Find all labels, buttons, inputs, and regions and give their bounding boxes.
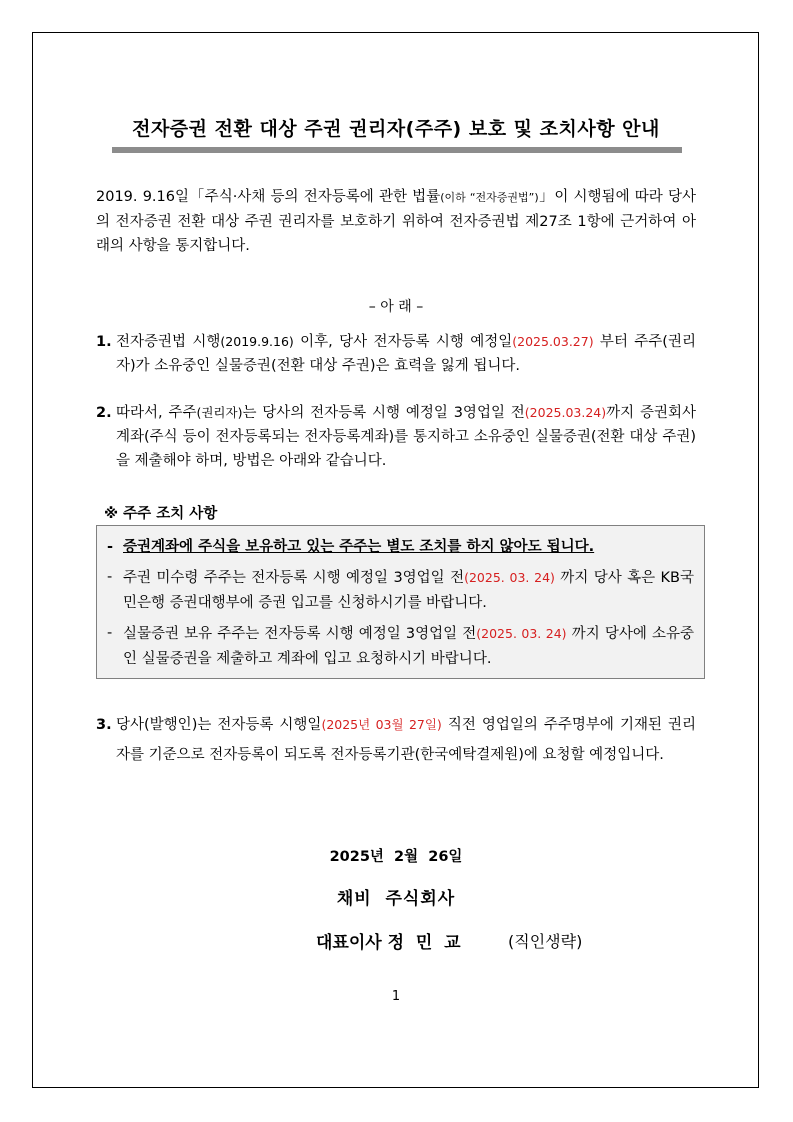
measures-heading: ※ 주주 조치 사항: [104, 506, 218, 522]
item-text: 전자증권법 시행: [116, 334, 221, 350]
title-underline-bar: [112, 147, 682, 153]
measure-item-2: [107, 565, 694, 616]
item-number: 3.: [96, 717, 112, 733]
company-name: 채비 주식회사: [336, 889, 456, 909]
measures-box: [96, 525, 705, 679]
item-text: 직전 영업일의 주주명부에 기재된 권리자를 기준으로 전자등록이 되도록 전자등록기관(한국예탁결제원)에 요청할 예정입니다.: [116, 717, 696, 763]
notice-item-3: [96, 710, 696, 770]
measure-text: 까지 당사에 소유중인 실물증권을 제출하고 계좌에 입고 요청하시기 바랍니다.: [123, 626, 694, 667]
intro-text-1: 2019. 9.16일「주식·사채 등의 전자등록에 관한 법률: [96, 189, 441, 205]
item-text: 부터 주주(권리자)가 소유중인 실물증권(전환 대상 주권)은 효력을 잃게 됩니다.: [116, 334, 696, 374]
seal-omitted-note: (직인생략): [508, 932, 583, 951]
intro-text-2: 」이 시행됨에 따라 당사의 전자증권 전환 대상 주권 권리자를 보호하기 위하여 전자증권법 제27조 1항에 근거하여 아래의 사항을 통지합니다.: [96, 189, 697, 254]
bullet-dash: -: [107, 539, 114, 555]
notice-item-1: [96, 330, 696, 378]
item-text-small: (2019.9.16): [220, 334, 294, 349]
ceo-name: 대표이사 정 민 교: [316, 933, 461, 953]
measure-date: (2025. 03. 24): [464, 570, 555, 585]
measure-text: 주권 미수령 주주는 전자등록 시행 예정일 3영업일 전: [123, 570, 465, 586]
issue-date: 2025년 2월 26일: [329, 849, 463, 865]
item-text-small: (권리자): [196, 405, 243, 420]
measure-text: 실물증권 보유 주주는 전자등록 시행 예정일 3영업일 전: [123, 626, 477, 642]
item-date: (2025.03.27): [512, 334, 594, 349]
item-text: 까지 증권회사 계좌(주식 등이 전자등록되는 전자등록계좌)를 통지하고 소유중인 실물증권(전환 대상 주권)을 제출해야 하며, 방법은 아래와 같습니다.: [116, 405, 696, 469]
item-date: (2025.03.24): [524, 405, 607, 420]
measure-text: 까지 당사 혹은 KB국민은행 증권대행부에 증권 입고를 신청하시기를 바랍니다.: [123, 570, 694, 611]
page-number: 1: [391, 989, 401, 1004]
measure-item-1: [107, 535, 694, 560]
notice-heading: – 아 래 –: [368, 299, 424, 315]
bullet-dash: -: [107, 569, 113, 585]
document-title: 전자증권 전환 대상 주권 권리자(주주) 보호 및 조치사항 안내: [132, 118, 660, 140]
intro-law-abbrev: (이하 “전자증권법”): [440, 191, 539, 204]
notice-item-2: [96, 401, 696, 473]
measure-date: (2025. 03. 24): [476, 626, 567, 641]
item-date: (2025년 03월 27일): [321, 717, 442, 732]
item-text: 따라서, 주주: [116, 405, 197, 421]
measure-text: 증권계좌에 주식을 보유하고 있는 주주는 별도 조치를 하지 않아도 됩니다.: [123, 539, 595, 555]
measure-item-3: [107, 621, 694, 672]
intro-paragraph: [96, 185, 696, 258]
bullet-dash: -: [107, 625, 113, 641]
item-number: 1.: [96, 334, 112, 350]
item-text: 는 당사의 전자등록 시행 예정일 3영업일 전: [242, 405, 525, 421]
item-number: 2.: [96, 405, 112, 421]
item-text: 당사(발행인)는 전자등록 시행일: [116, 717, 322, 733]
item-text: 이후, 당사 전자등록 시행 예정일: [293, 334, 513, 350]
